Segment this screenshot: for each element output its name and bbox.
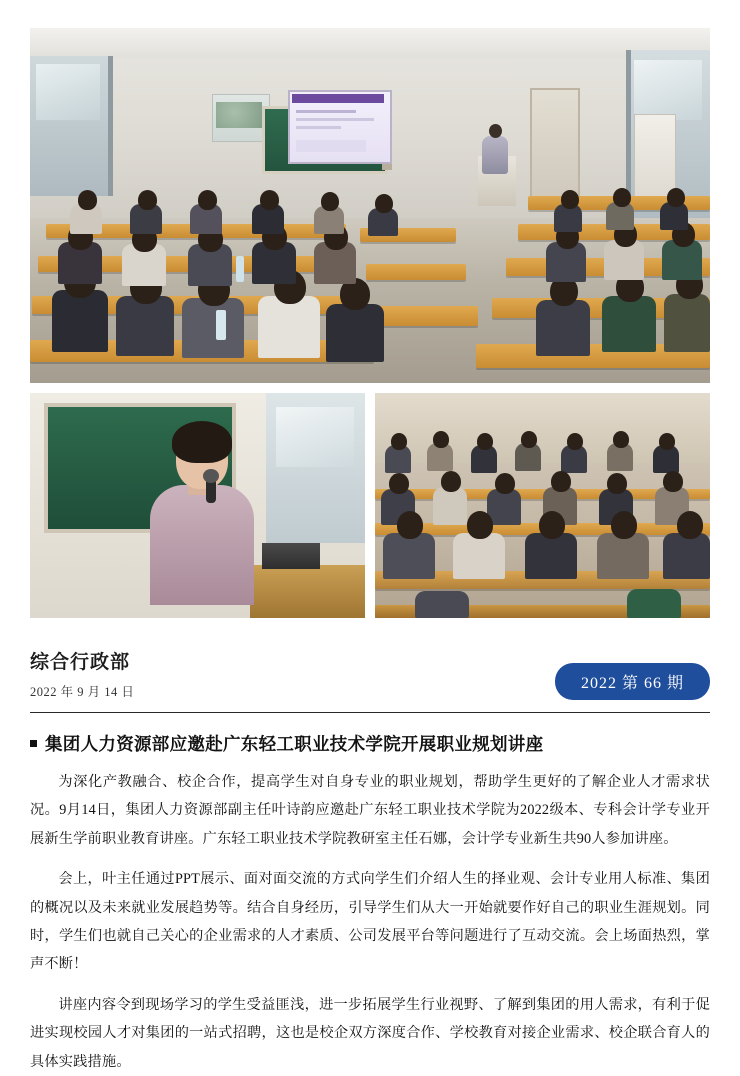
issue-badge: 2022 第 66 期 bbox=[555, 663, 710, 700]
square-bullet-icon bbox=[30, 740, 37, 747]
article-paragraph-2: 会上，叶主任通过PPT展示、面对面交流的方式向学生们介绍人生的择业观、会计专业用人标准、集团的概况以及未来就业发展趋势等。结合自身经历，引导学生们从大一开始就要作好自己的职业生涯规划。同时，学生们也就自己关心的企业需求的人才素质、公司发展平台等问题进行了互动交流。会上场面热烈，掌声不断！ bbox=[30, 871, 710, 973]
article-paragraph-1: 为深化产教融合、校企合作，提高学生对自身专业的职业规划，帮助学生更好的了解企业人才需求状况。9月14日，集团人力资源部副主任叶诗韵应邀赴广东轻工职业技术学院为2022级本、专科会计学专业开展新生学前职业教育讲座。广东轻工职业技术学院教研室主任石娜，会计学专业新生共90人参加讲座。 bbox=[30, 774, 710, 847]
photo-speaker-with-microphone bbox=[30, 393, 365, 618]
masthead-left bbox=[30, 647, 134, 700]
issue-date: 2022 年 9 月 14 日 bbox=[30, 685, 135, 699]
headline-text: 集团人力资源部应邀赴广东轻工职业技术学院开展职业规划讲座 bbox=[45, 734, 544, 754]
article-paragraph-3: 讲座内容令到现场学习的学生受益匪浅，进一步拓展学生行业视野、了解到集团的用人需求，有利于促进实现校园人才对集团的一站式招聘，这也是校企双方深度合作、学校教育对接企业需求、校企联合育人的具体实践措施。 bbox=[30, 996, 710, 1070]
photo-student-audience bbox=[375, 393, 710, 618]
photo-lecture-hall-wide bbox=[30, 28, 710, 383]
masthead bbox=[30, 640, 710, 700]
department-name: 综合行政部 bbox=[30, 652, 131, 673]
article-headline bbox=[30, 731, 710, 756]
masthead-divider bbox=[30, 712, 710, 713]
